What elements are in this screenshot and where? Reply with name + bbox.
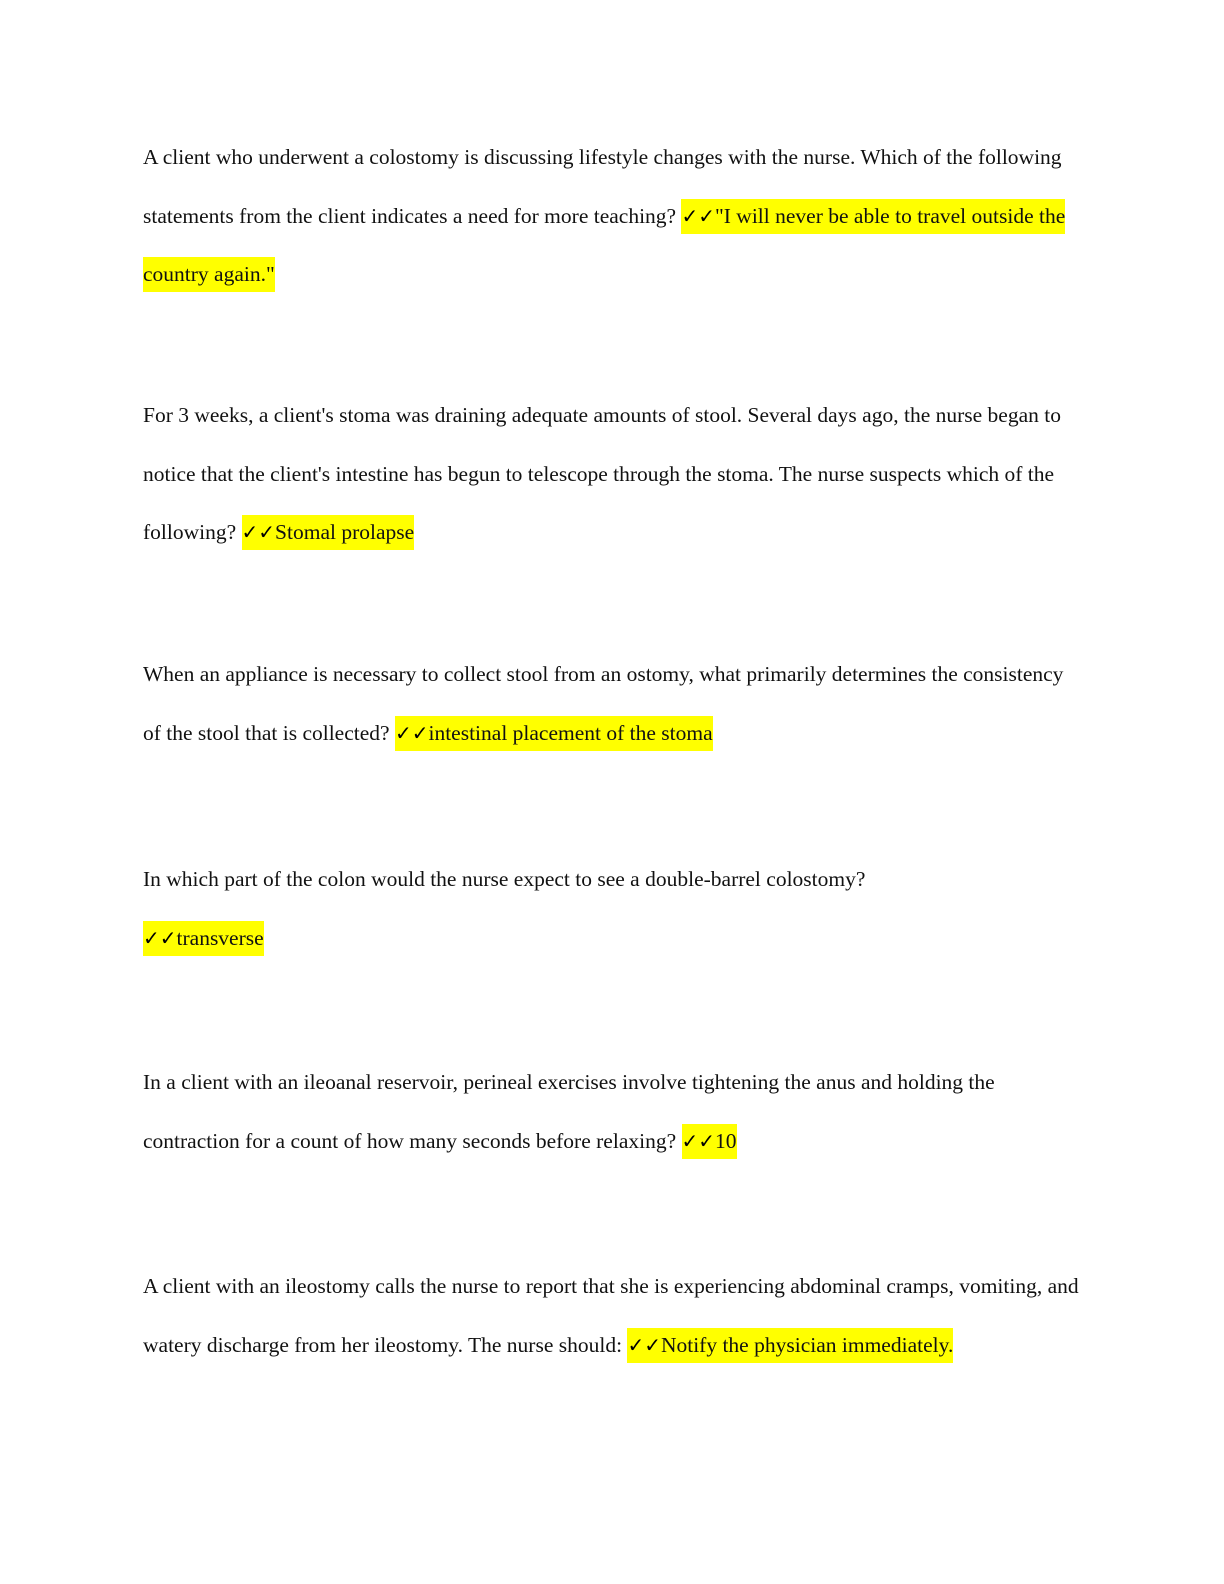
answer-text: "I will never be able to travel outside the country again." <box>143 203 1066 286</box>
answer-highlight <box>143 921 264 956</box>
question-text: In which part of the colon would the nurse expect to see a double-barrel colostomy? <box>143 867 866 891</box>
double-check-icon: ✓✓ <box>394 720 429 745</box>
question-item <box>143 645 1083 762</box>
double-check-icon: ✓✓ <box>681 1128 716 1153</box>
question-item <box>143 850 1083 967</box>
double-check-icon: ✓✓ <box>241 520 276 544</box>
question-text: In a client with an ileoanal reservoir, perineal exercises involve tightening the anus and holding the contraction for a count of how many seconds before relaxing? <box>143 1070 995 1153</box>
question-text: For 3 weeks, a client's stoma was draining adequate amounts of stool. Several days ago, the nurse began to notice that the client's intestine has begun to telescope through the stoma. The nurse suspects which of the following? <box>143 403 1061 544</box>
question-item <box>143 386 1083 562</box>
answer-text: transverse <box>176 925 264 950</box>
answer-highlight <box>682 1124 737 1159</box>
answer-text: Stomal prolapse <box>275 520 415 544</box>
answer-highlight <box>242 515 415 550</box>
question-item <box>143 1053 1083 1170</box>
answer-text: Notify the physician immediately. <box>660 1332 954 1357</box>
answer-highlight <box>395 716 713 751</box>
answer-text: 10 <box>715 1128 737 1153</box>
question-item <box>143 128 1083 304</box>
question-text: A client with an ileostomy calls the nurse to report that she is experiencing abdominal cramps, vomiting, and watery discharge from her ileostomy. The nurse should: <box>143 1274 1079 1357</box>
question-item <box>143 1257 1083 1374</box>
double-check-icon: ✓✓ <box>627 1332 661 1357</box>
answer-highlight <box>627 1328 953 1363</box>
double-check-icon: ✓✓ <box>143 925 177 950</box>
double-check-icon: ✓✓ <box>681 203 715 228</box>
question-text: A client who underwent a colostomy is discussing lifestyle changes with the nurse. Which of the following statements from the client indicates a need for more teaching? <box>143 145 1062 228</box>
question-text: When an appliance is necessary to collect stool from an ostomy, what primarily determines the consistency of the stool that is collected? <box>143 662 1064 745</box>
answer-text: intestinal placement of the stoma <box>428 720 713 745</box>
